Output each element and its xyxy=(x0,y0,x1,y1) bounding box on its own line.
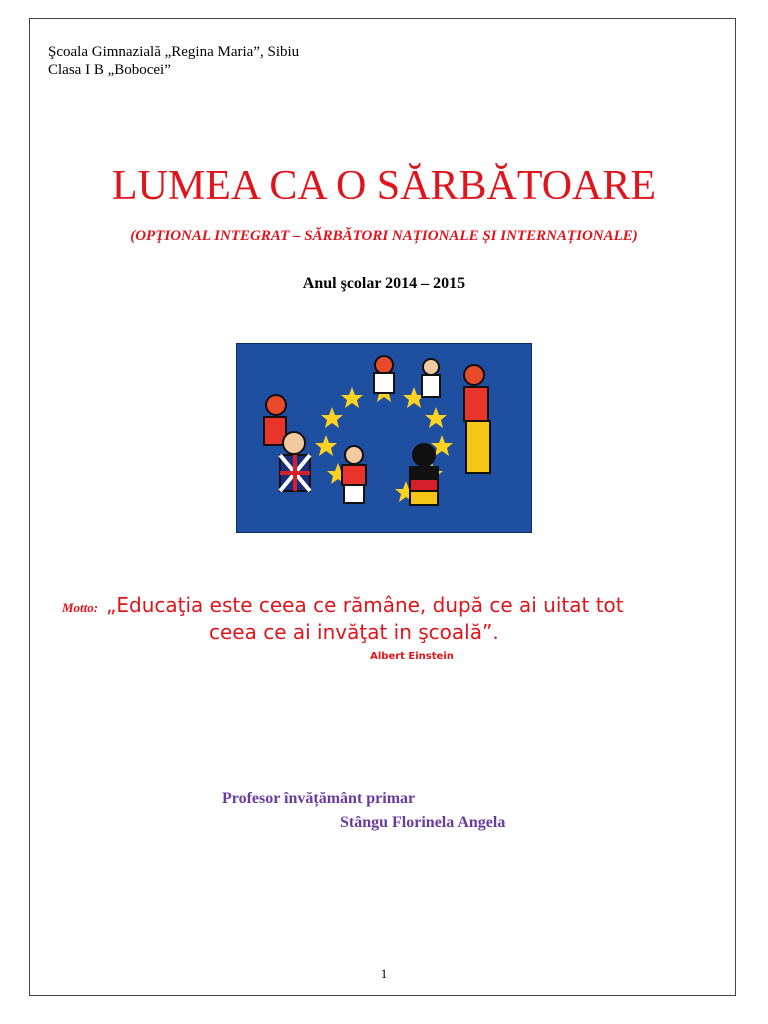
motto-quote-line2: ceea ce ai invăţat in şcoală”. xyxy=(209,620,499,644)
motto-label: Motto: xyxy=(62,600,99,615)
document-title: LUMEA CA O SĂRBĂTOARE xyxy=(111,163,657,209)
motto-quote xyxy=(106,592,726,646)
teacher-role: Profesor învățământ primar xyxy=(222,790,416,807)
page-number: 1 xyxy=(380,966,388,981)
motto-quote-line1: „Educaţia este ceea ce rămâne, după ce ai uitat tot xyxy=(106,593,624,617)
class-name: Clasa I B „Bobocei” xyxy=(48,62,171,78)
teacher-name: Stângu Florinela Angela xyxy=(340,814,506,831)
school-year: Anul şcolar 2014 – 2015 xyxy=(302,275,466,292)
eu-children-circle-illustration xyxy=(236,343,532,533)
school-name: Şcoala Gimnazială „Regina Maria”, Sibiu xyxy=(48,44,300,60)
document-subtitle: (OPŢIONAL INTEGRAT – SĂRBĂTORI NAȚIONALE ȘI INTERNAȚIONALE) xyxy=(130,228,638,244)
motto-author: Albert Einstein xyxy=(370,651,454,662)
school-header xyxy=(48,43,299,79)
